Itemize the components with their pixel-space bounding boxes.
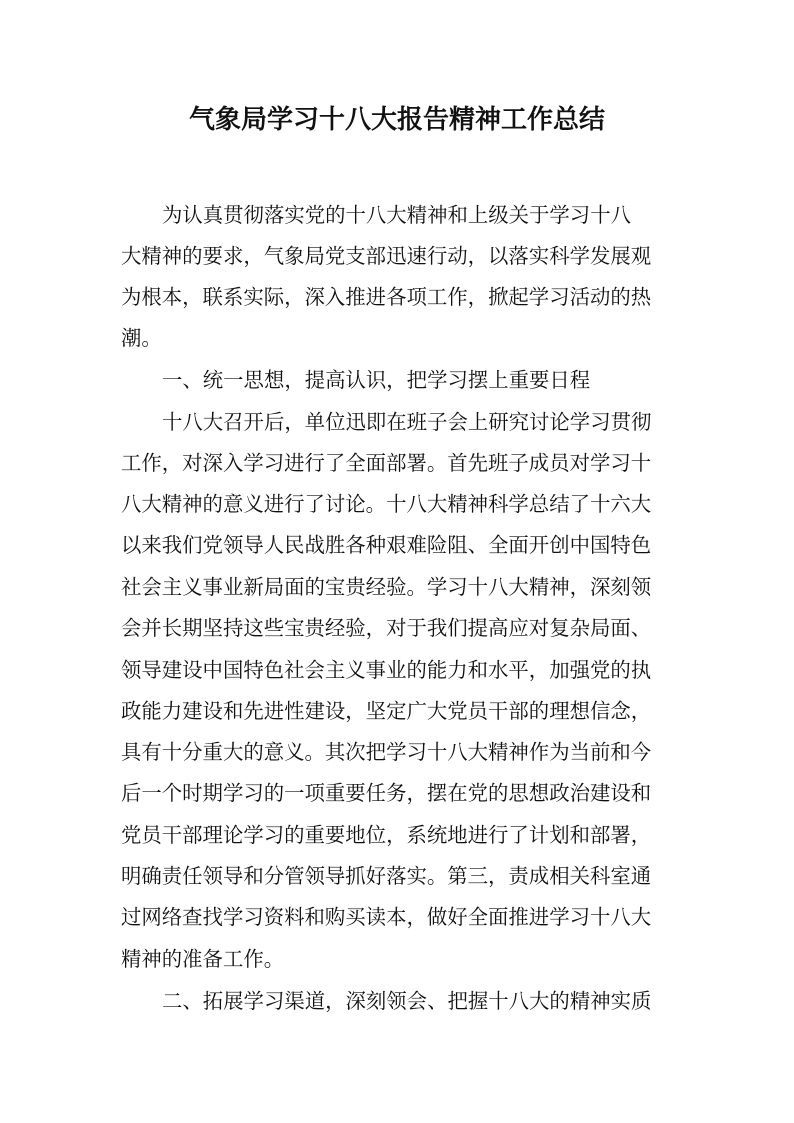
paragraph-line: 明确责任领导和分管领导抓好落实。第三，责成相关科室通: [121, 864, 652, 888]
paragraph-line: 后一个时期学习的一项重要任务，摆在党的思想政治建设和: [121, 781, 652, 805]
document-title: 气象局学习十八大报告精神工作总结: [188, 105, 605, 135]
paragraph-line: 八大精神的意义进行了讨论。十八大精神科学总结了十六大: [121, 492, 652, 516]
paragraph-line: 工作，对深入学习进行了全面部署。首先班子成员对学习十: [121, 451, 652, 475]
paragraph-line: 以来我们党领导人民战胜各种艰难险阻、全面开创中国特色: [121, 533, 652, 557]
paragraph-line: 会并长期坚持这些宝贵经验，对于我们提高应对复杂局面、: [121, 616, 652, 640]
paragraph-line: 为根本，联系实际，深入推进各项工作，掀起学习活动的热: [121, 285, 652, 309]
paragraph-line: 十八大召开后，单位迅即在班子会上研究讨论学习贯彻: [162, 410, 652, 434]
paragraph-line: 精神的准备工作。: [121, 947, 285, 971]
paragraph-line: 具有十分重大的意义。其次把学习十八大精神作为当前和今: [121, 740, 652, 764]
paragraph-line: 政能力建设和先进性建设，坚定广大党员干部的理想信念，: [121, 699, 652, 723]
paragraph-line: 大精神的要求，气象局党支部迅速行动，以落实科学发展观: [121, 244, 652, 268]
paragraph-line: 过网络查找学习资料和购买读本，做好全面推进学习十八大: [121, 905, 652, 929]
paragraph-line: 为认真贯彻落实党的十八大精神和上级关于学习十八: [162, 203, 631, 227]
paragraph-line: 党员干部理论学习的重要地位，系统地进行了计划和部署，: [121, 823, 652, 847]
paragraph-line: 社会主义事业新局面的宝贵经验。学习十八大精神，深刻领: [121, 575, 652, 599]
section-heading: 一、统一思想，提高认识，把学习摆上重要日程: [162, 368, 591, 392]
paragraph-line: 领导建设中国特色社会主义事业的能力和水平，加强党的执: [121, 658, 652, 682]
paragraph-line: 潮。: [121, 326, 162, 350]
section-heading: 二、拓展学习渠道，深刻领会、把握十八大的精神实质: [162, 989, 652, 1013]
